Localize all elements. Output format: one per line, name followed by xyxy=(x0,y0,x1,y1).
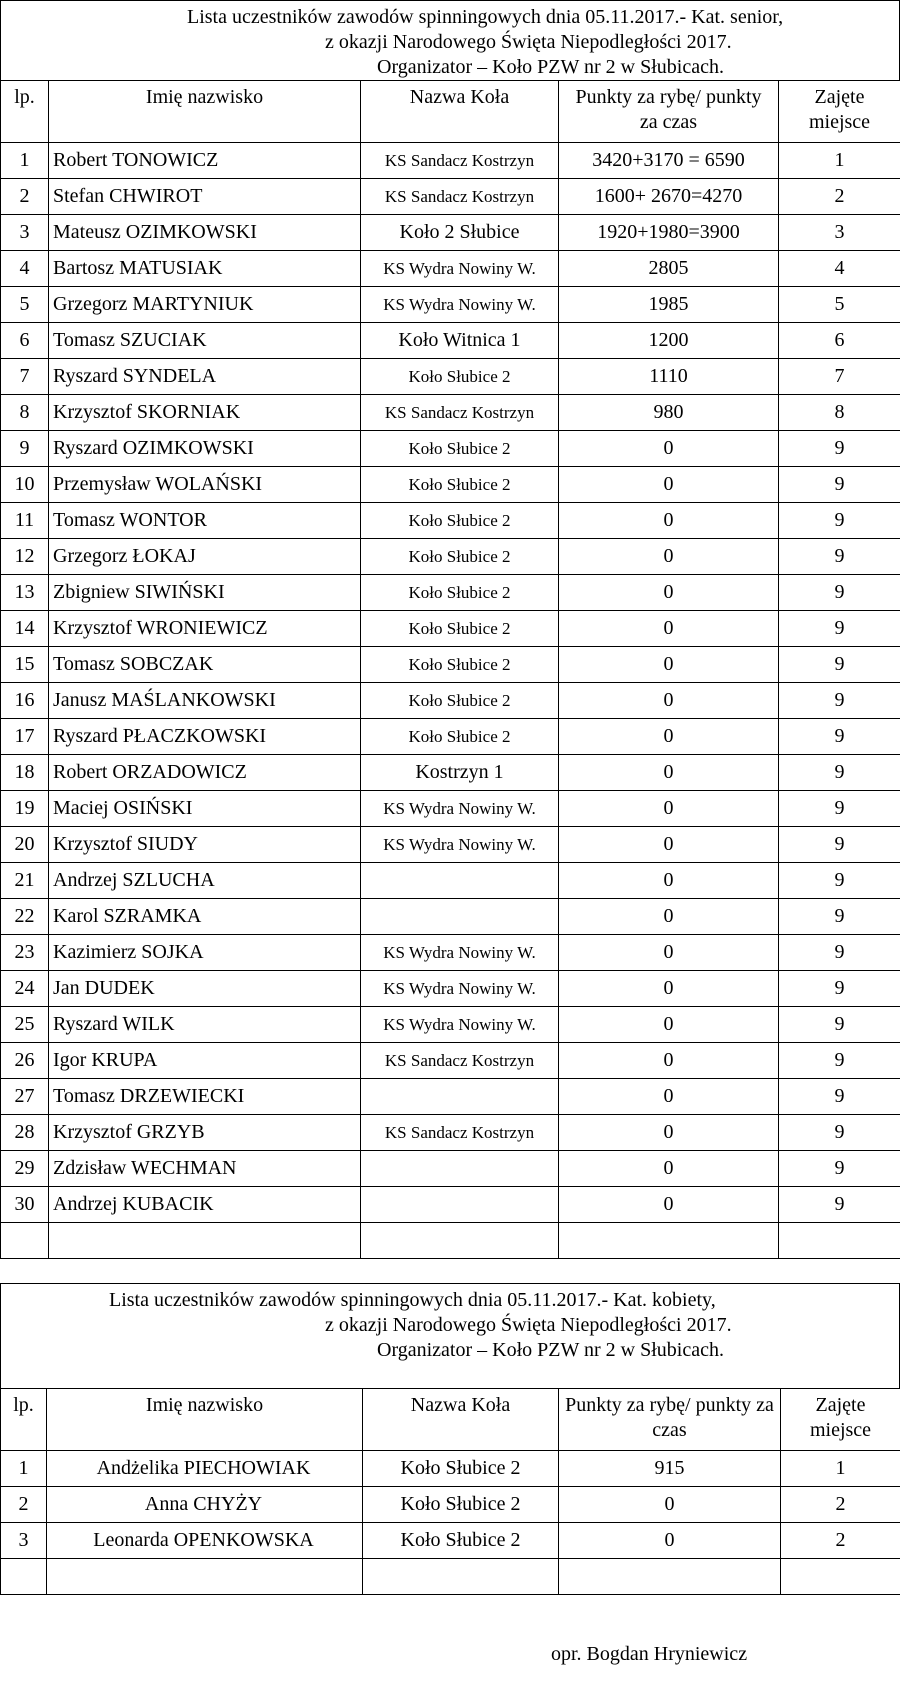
cell-name: Grzegorz ŁOKAJ xyxy=(49,539,361,575)
cell-points: 0 xyxy=(559,899,779,935)
cell-club: Koło Słubice 2 xyxy=(363,1523,559,1559)
cell-points: 1920+1980=3900 xyxy=(559,215,779,251)
table-row xyxy=(1,611,900,647)
cell-lp: 23 xyxy=(1,935,49,971)
table-row xyxy=(1,467,900,503)
cell-place: 9 xyxy=(779,899,900,935)
cell-name: Robert ORZADOWICZ xyxy=(49,755,361,791)
cell-name: Andżelika PIECHOWIAK xyxy=(47,1451,363,1487)
cell-name: Ryszard OZIMKOWSKI xyxy=(49,431,361,467)
cell-name: Anna CHYŻY xyxy=(47,1487,363,1523)
cell-club: Koło Słubice 2 xyxy=(361,575,559,611)
cell-lp: 3 xyxy=(1,1523,47,1559)
table-row xyxy=(1,719,900,755)
cell-points: 2805 xyxy=(559,251,779,287)
cell-club xyxy=(361,1079,559,1115)
cell-lp: 2 xyxy=(1,1487,47,1523)
cell-lp: 29 xyxy=(1,1151,49,1187)
cell-points: 0 xyxy=(559,1523,781,1559)
cell-name: Zdzisław WECHMAN xyxy=(49,1151,361,1187)
cell-place xyxy=(779,1223,900,1259)
cell-place: 9 xyxy=(779,1151,900,1187)
cell-club: Koło Słubice 2 xyxy=(363,1487,559,1523)
cell-name: Tomasz SOBCZAK xyxy=(49,647,361,683)
cell-points: 0 xyxy=(559,503,779,539)
cell-points: 0 xyxy=(559,683,779,719)
women-table xyxy=(0,1388,900,1595)
cell-lp: 21 xyxy=(1,863,49,899)
table-row xyxy=(1,971,900,1007)
cell-lp: 16 xyxy=(1,683,49,719)
table-row xyxy=(1,1079,900,1115)
column-header-club: Nazwa Koła xyxy=(363,1389,559,1451)
table-row xyxy=(1,215,900,251)
cell-points: 0 xyxy=(559,467,779,503)
cell-name: Andrzej SZLUCHA xyxy=(49,863,361,899)
cell-place: 9 xyxy=(779,431,900,467)
column-header-place: Zajęte miejsce xyxy=(781,1389,900,1451)
table-row xyxy=(1,359,900,395)
cell-name: Maciej OSIŃSKI xyxy=(49,791,361,827)
cell-lp: 14 xyxy=(1,611,49,647)
table-row xyxy=(1,1115,900,1151)
cell-place: 9 xyxy=(779,755,900,791)
cell-club: KS Sandacz Kostrzyn xyxy=(361,1115,559,1151)
signature: opr. Bogdan Hryniewicz xyxy=(551,1643,748,1665)
cell-lp: 7 xyxy=(1,359,49,395)
cell-club: Koło 2 Słubice xyxy=(361,215,559,251)
cell-lp: 18 xyxy=(1,755,49,791)
cell-place: 9 xyxy=(779,575,900,611)
cell-points: 0 xyxy=(559,971,779,1007)
table-row xyxy=(1,287,900,323)
cell-place: 9 xyxy=(779,791,900,827)
cell-points: 980 xyxy=(559,395,779,431)
cell-place: 2 xyxy=(781,1487,900,1523)
cell-lp: 19 xyxy=(1,791,49,827)
cell-place: 3 xyxy=(779,215,900,251)
cell-points: 915 xyxy=(559,1451,781,1487)
cell-club: Koło Słubice 2 xyxy=(361,539,559,575)
cell-place: 1 xyxy=(779,143,900,179)
cell-lp: 4 xyxy=(1,251,49,287)
senior-title-line3: Organizator – Koło PZW nr 2 w Słubicach. xyxy=(377,56,724,78)
cell-points: 0 xyxy=(559,647,779,683)
table-row xyxy=(1,791,900,827)
cell-lp: 13 xyxy=(1,575,49,611)
cell-name: Karol SZRAMKA xyxy=(49,899,361,935)
cell-club: Kostrzyn 1 xyxy=(361,755,559,791)
table-row xyxy=(1,1487,900,1523)
table-row xyxy=(1,647,900,683)
cell-name: Tomasz SZUCIAK xyxy=(49,323,361,359)
table-row xyxy=(1,143,900,179)
cell-points: 0 xyxy=(559,611,779,647)
cell-place: 8 xyxy=(779,395,900,431)
table-row xyxy=(1,503,900,539)
cell-points: 0 xyxy=(559,1187,779,1223)
cell-club xyxy=(361,1187,559,1223)
cell-place: 9 xyxy=(779,1115,900,1151)
table-row xyxy=(1,575,900,611)
column-header-points: Punkty za rybę/ punkty za czas xyxy=(559,1389,781,1451)
cell-lp: 27 xyxy=(1,1079,49,1115)
cell-club: KS Sandacz Kostrzyn xyxy=(361,143,559,179)
women-header xyxy=(0,1283,900,1388)
table-row xyxy=(1,179,900,215)
cell-place: 9 xyxy=(779,863,900,899)
cell-points xyxy=(559,1559,781,1595)
cell-name: Ryszard WILK xyxy=(49,1007,361,1043)
cell-club: KS Wydra Nowiny W. xyxy=(361,971,559,1007)
cell-points: 0 xyxy=(559,1043,779,1079)
cell-points: 0 xyxy=(559,575,779,611)
women-title-line3: Organizator – Koło PZW nr 2 w Słubicach. xyxy=(377,1339,724,1361)
column-header-place: Zajęte miejsce xyxy=(779,81,900,143)
cell-name: Krzysztof SIUDY xyxy=(49,827,361,863)
table-row xyxy=(1,251,900,287)
column-header-points: Punkty za rybę/ punkty za czas xyxy=(559,81,779,143)
cell-place: 9 xyxy=(779,1007,900,1043)
senior-header xyxy=(0,0,900,80)
cell-club xyxy=(361,899,559,935)
cell-points: 0 xyxy=(559,1487,781,1523)
cell-club: KS Wydra Nowiny W. xyxy=(361,287,559,323)
table-row xyxy=(1,1523,900,1559)
cell-club: Koło Słubice 2 xyxy=(361,647,559,683)
women-table-body xyxy=(1,1451,900,1595)
table-row xyxy=(1,1559,900,1595)
cell-lp: 30 xyxy=(1,1187,49,1223)
cell-club: KS Wydra Nowiny W. xyxy=(361,1007,559,1043)
cell-club: Koło Słubice 2 xyxy=(361,611,559,647)
cell-place: 4 xyxy=(779,251,900,287)
cell-lp: 25 xyxy=(1,1007,49,1043)
senior-table-body xyxy=(1,143,900,1259)
senior-table xyxy=(0,80,900,1259)
table-header-row xyxy=(1,81,900,143)
cell-points: 1200 xyxy=(559,323,779,359)
cell-place: 9 xyxy=(779,539,900,575)
cell-name: Bartosz MATUSIAK xyxy=(49,251,361,287)
cell-name: Igor KRUPA xyxy=(49,1043,361,1079)
cell-name: Mateusz OZIMKOWSKI xyxy=(49,215,361,251)
table-row xyxy=(1,1451,900,1487)
cell-name: Stefan CHWIROT xyxy=(49,179,361,215)
cell-lp: 10 xyxy=(1,467,49,503)
table-header-row xyxy=(1,1389,900,1451)
cell-lp: 24 xyxy=(1,971,49,1007)
cell-lp: 15 xyxy=(1,647,49,683)
cell-place: 9 xyxy=(779,611,900,647)
table-row xyxy=(1,1007,900,1043)
cell-club xyxy=(361,1151,559,1187)
cell-club xyxy=(363,1559,559,1595)
cell-place: 1 xyxy=(781,1451,900,1487)
cell-name: Zbigniew SIWIŃSKI xyxy=(49,575,361,611)
cell-name: Andrzej KUBACIK xyxy=(49,1187,361,1223)
cell-lp: 28 xyxy=(1,1115,49,1151)
cell-club: Koło Słubice 2 xyxy=(361,683,559,719)
cell-points xyxy=(559,1223,779,1259)
column-header-club: Nazwa Koła xyxy=(361,81,559,143)
cell-name: Ryszard PŁACZKOWSKI xyxy=(49,719,361,755)
cell-points: 0 xyxy=(559,539,779,575)
cell-club: Koło Słubice 2 xyxy=(361,467,559,503)
cell-name: Leonarda OPENKOWSKA xyxy=(47,1523,363,1559)
cell-lp xyxy=(1,1223,49,1259)
cell-lp: 12 xyxy=(1,539,49,575)
cell-lp: 1 xyxy=(1,143,49,179)
cell-club: KS Sandacz Kostrzyn xyxy=(361,1043,559,1079)
cell-points: 0 xyxy=(559,431,779,467)
cell-points: 0 xyxy=(559,755,779,791)
cell-club: Koło Słubice 2 xyxy=(361,719,559,755)
cell-points: 1600+ 2670=4270 xyxy=(559,179,779,215)
table-row xyxy=(1,323,900,359)
cell-points: 1110 xyxy=(559,359,779,395)
cell-lp: 6 xyxy=(1,323,49,359)
cell-place: 5 xyxy=(779,287,900,323)
cell-lp: 3 xyxy=(1,215,49,251)
cell-lp xyxy=(1,1559,47,1595)
table-row xyxy=(1,431,900,467)
cell-lp: 9 xyxy=(1,431,49,467)
cell-name: Ryszard SYNDELA xyxy=(49,359,361,395)
table-row xyxy=(1,683,900,719)
cell-place: 9 xyxy=(779,647,900,683)
cell-points: 0 xyxy=(559,1115,779,1151)
cell-club: KS Wydra Nowiny W. xyxy=(361,827,559,863)
cell-place: 9 xyxy=(779,503,900,539)
cell-lp: 5 xyxy=(1,287,49,323)
column-header-name: Imię nazwisko xyxy=(47,1389,363,1451)
cell-points: 0 xyxy=(559,1007,779,1043)
table-row xyxy=(1,539,900,575)
table-row xyxy=(1,1187,900,1223)
cell-lp: 22 xyxy=(1,899,49,935)
cell-name xyxy=(47,1559,363,1595)
table-row xyxy=(1,1043,900,1079)
cell-lp: 8 xyxy=(1,395,49,431)
women-title-line2: z okazji Narodowego Święta Niepodległości 2017. xyxy=(325,1314,732,1336)
cell-points: 0 xyxy=(559,719,779,755)
cell-club: KS Sandacz Kostrzyn xyxy=(361,179,559,215)
cell-name: Tomasz DRZEWIECKI xyxy=(49,1079,361,1115)
column-header-name: Imię nazwisko xyxy=(49,81,361,143)
table-row xyxy=(1,395,900,431)
cell-name xyxy=(49,1223,361,1259)
table-row xyxy=(1,863,900,899)
cell-place: 7 xyxy=(779,359,900,395)
cell-name: Krzysztof WRONIEWICZ xyxy=(49,611,361,647)
cell-points: 0 xyxy=(559,863,779,899)
cell-place: 6 xyxy=(779,323,900,359)
cell-place: 9 xyxy=(779,971,900,1007)
cell-place: 9 xyxy=(779,467,900,503)
column-header-lp: lp. xyxy=(1,1389,47,1451)
cell-lp: 1 xyxy=(1,1451,47,1487)
cell-place: 2 xyxy=(779,179,900,215)
cell-name: Grzegorz MARTYNIUK xyxy=(49,287,361,323)
table-row xyxy=(1,827,900,863)
senior-title-line1: Lista uczestników zawodów spinningowych dnia 05.11.2017.- Kat. senior, xyxy=(187,6,784,28)
cell-place: 9 xyxy=(779,683,900,719)
cell-place: 9 xyxy=(779,1043,900,1079)
cell-name: Tomasz WONTOR xyxy=(49,503,361,539)
cell-name: Krzysztof SKORNIAK xyxy=(49,395,361,431)
cell-name: Przemysław WOLAŃSKI xyxy=(49,467,361,503)
women-section xyxy=(0,1283,900,1595)
table-row xyxy=(1,1151,900,1187)
table-row xyxy=(1,935,900,971)
cell-club: Koło Słubice 2 xyxy=(361,359,559,395)
cell-lp: 11 xyxy=(1,503,49,539)
table-row xyxy=(1,1223,900,1259)
cell-place: 9 xyxy=(779,935,900,971)
cell-name: Jan DUDEK xyxy=(49,971,361,1007)
cell-points: 0 xyxy=(559,935,779,971)
column-header-lp: lp. xyxy=(1,81,49,143)
table-row xyxy=(1,899,900,935)
cell-points: 0 xyxy=(559,827,779,863)
cell-place: 9 xyxy=(779,827,900,863)
cell-club: Koło Słubice 2 xyxy=(363,1451,559,1487)
cell-club: KS Wydra Nowiny W. xyxy=(361,251,559,287)
cell-lp: 17 xyxy=(1,719,49,755)
cell-place: 9 xyxy=(779,719,900,755)
cell-points: 0 xyxy=(559,1151,779,1187)
cell-club: Koło Witnica 1 xyxy=(361,323,559,359)
cell-points: 1985 xyxy=(559,287,779,323)
cell-lp: 26 xyxy=(1,1043,49,1079)
women-title-line1: Lista uczestników zawodów spinningowych dnia 05.11.2017.- Kat. kobiety, xyxy=(109,1289,716,1311)
cell-club: Koło Słubice 2 xyxy=(361,431,559,467)
cell-club xyxy=(361,1223,559,1259)
cell-club: KS Wydra Nowiny W. xyxy=(361,935,559,971)
cell-place: 9 xyxy=(779,1187,900,1223)
cell-points: 3420+3170 = 6590 xyxy=(559,143,779,179)
cell-lp: 2 xyxy=(1,179,49,215)
cell-place: 9 xyxy=(779,1079,900,1115)
cell-club xyxy=(361,863,559,899)
cell-place: 2 xyxy=(781,1523,900,1559)
cell-club: KS Wydra Nowiny W. xyxy=(361,791,559,827)
cell-name: Janusz MAŚLANKOWSKI xyxy=(49,683,361,719)
senior-title-line2: z okazji Narodowego Święta Niepodległości 2017. xyxy=(325,31,732,53)
cell-name: Robert TONOWICZ xyxy=(49,143,361,179)
cell-points: 0 xyxy=(559,1079,779,1115)
cell-club: Koło Słubice 2 xyxy=(361,503,559,539)
cell-place xyxy=(781,1559,900,1595)
cell-points: 0 xyxy=(559,791,779,827)
cell-name: Krzysztof GRZYB xyxy=(49,1115,361,1151)
cell-name: Kazimierz SOJKA xyxy=(49,935,361,971)
table-row xyxy=(1,755,900,791)
cell-club: KS Sandacz Kostrzyn xyxy=(361,395,559,431)
cell-lp: 20 xyxy=(1,827,49,863)
